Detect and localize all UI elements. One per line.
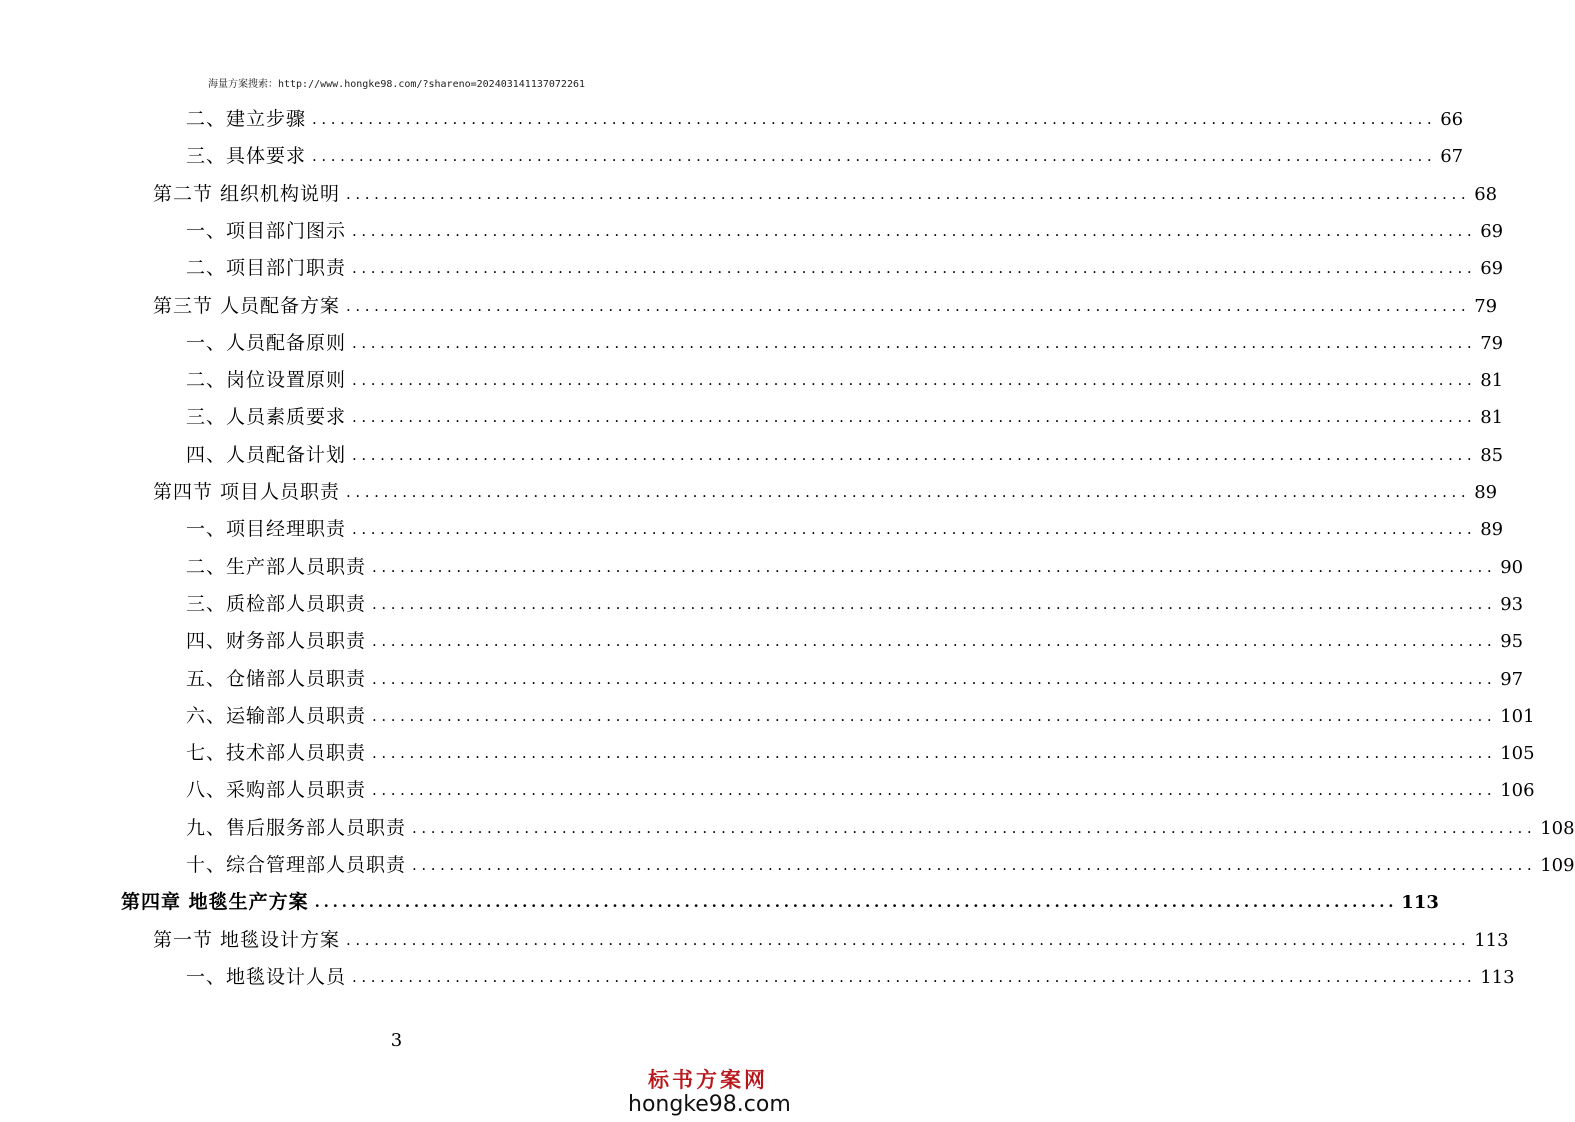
toc-entry-page: 67 [1440, 146, 1464, 168]
toc-dot-leader: ........................................................................................................................ [352, 445, 1477, 464]
toc-entry-page: 95 [1500, 631, 1524, 653]
toc-entry-title: 第一节 地毯设计方案 [153, 928, 341, 951]
toc-subsection[interactable] [186, 511, 1504, 548]
toc-entry-page: 113 [1480, 966, 1515, 988]
logo-en-text: hongke98.com [628, 1092, 791, 1117]
toc-subsection[interactable] [186, 250, 1504, 287]
toc-entry-title: 一、项目经理职责 [186, 518, 347, 541]
toc-subsection[interactable] [186, 959, 1515, 996]
toc-entry-page: 113 [1401, 892, 1439, 914]
toc-dot-leader: ........................................................................................................................ [352, 333, 1477, 352]
toc-entry-page: 113 [1474, 929, 1509, 951]
toc-entry-page: 85 [1480, 444, 1504, 466]
toc-subsection[interactable] [186, 698, 1535, 735]
toc-subsection[interactable] [186, 735, 1535, 772]
toc-entry-title: 七、技术部人员职责 [186, 742, 367, 765]
toc-entry-page: 89 [1480, 519, 1504, 541]
toc-chapter[interactable] [121, 884, 1439, 921]
toc-entry-page: 81 [1480, 370, 1504, 392]
toc-subsection[interactable] [186, 213, 1504, 250]
toc-entry-title: 二、生产部人员职责 [186, 555, 367, 578]
toc-subsection[interactable] [186, 772, 1535, 809]
toc-entry-title: 二、岗位设置原则 [186, 369, 347, 392]
toc-entry-title: 六、运输部人员职责 [186, 704, 367, 727]
toc-entry-title: 二、建立步骤 [186, 108, 307, 130]
toc-dot-leader: ........................................................................................................................ [372, 669, 1497, 688]
toc-dot-leader: ........................................................................................................................ [352, 967, 1477, 986]
toc-dot-leader: ........................................................................................................................ [372, 781, 1497, 800]
toc-dot-leader: ........................................................................................................................ [372, 744, 1497, 763]
toc-subsection[interactable] [186, 437, 1504, 474]
toc-subsection[interactable] [186, 101, 1464, 138]
toc-section[interactable] [153, 922, 1509, 959]
toc-subsection[interactable] [186, 325, 1504, 362]
toc-entry-title: 第二节 组织机构说明 [153, 182, 341, 205]
toc-dot-leader: ........................................................................................................................ [346, 930, 1471, 949]
toc-section[interactable] [153, 474, 1498, 511]
toc-dot-leader: ........................................................................................................................ [372, 706, 1497, 725]
toc-entry-title: 一、人员配备原则 [186, 331, 347, 354]
toc-entry-page: 69 [1480, 220, 1504, 242]
page-header: 海量方案搜索：http://www.hongke98.com/?shareno=202403141137072261 [207, 79, 586, 90]
toc-dot-leader: ........................................................................................................................ [412, 856, 1537, 874]
toc-entry-title: 二、项目部门职责 [186, 257, 347, 280]
toc-entry-page: 97 [1500, 668, 1524, 690]
toc-entry-title: 四、人员配备计划 [186, 443, 347, 466]
toc-entry-page: 68 [1474, 183, 1498, 205]
toc-dot-leader: ........................................................................................................................ [412, 818, 1537, 837]
toc-dot-leader: ........................................................................................................................ [352, 408, 1477, 427]
toc-entry-title: 第四章 地毯生产方案 [121, 891, 309, 914]
toc-subsection[interactable] [186, 362, 1504, 399]
toc-entry-title: 一、项目部门图示 [186, 219, 347, 242]
page-number: 3 [390, 1030, 403, 1051]
toc-subsection[interactable] [186, 138, 1464, 175]
toc-entry-page: 93 [1500, 593, 1524, 615]
toc-dot-leader: ........................................................................................................................ [352, 221, 1477, 240]
toc-entry-page: 79 [1480, 332, 1504, 354]
toc-entry-title: 十、综合管理部人员职责 [186, 854, 407, 876]
toc-dot-leader: ........................................................................................................................ [372, 632, 1497, 651]
toc-entry-page: 81 [1480, 407, 1504, 429]
logo-cn-text: 标书方案网 [648, 1067, 768, 1092]
toc-entry-page: 69 [1480, 258, 1504, 280]
toc-entry-page: 90 [1500, 556, 1524, 578]
toc-subsection[interactable] [186, 549, 1524, 586]
toc-section[interactable] [153, 176, 1498, 213]
toc-entry-page: 66 [1440, 109, 1464, 130]
toc-entry-page: 79 [1474, 295, 1498, 317]
toc-dot-leader: ........................................................................................................................ [314, 893, 1398, 912]
toc-entry-title: 三、人员素质要求 [186, 406, 347, 429]
toc-entry-title: 第四节 项目人员职责 [153, 481, 341, 503]
toc-dot-leader: ........................................................................................................................ [372, 594, 1497, 613]
toc-entry-page: 89 [1474, 482, 1498, 503]
toc-entry-title: 三、质检部人员职责 [186, 592, 367, 615]
toc-dot-leader: ........................................................................................................................ [352, 520, 1477, 539]
toc-entry-page: 108 [1540, 817, 1575, 839]
toc-subsection[interactable] [186, 586, 1524, 623]
toc-entry-title: 九、售后服务部人员职责 [186, 816, 407, 839]
toc-section[interactable] [153, 288, 1498, 325]
toc-subsection[interactable] [186, 399, 1504, 436]
toc-entry-title: 八、采购部人员职责 [186, 779, 367, 802]
toc-entry-page: 106 [1500, 780, 1535, 802]
toc-dot-leader: ........................................................................................................................ [346, 184, 1471, 203]
toc-dot-leader: ........................................................................................................................ [346, 483, 1471, 501]
watermark-logo [628, 1067, 791, 1118]
toc-subsection[interactable] [186, 810, 1575, 847]
toc-entry-title: 三、具体要求 [186, 145, 307, 168]
toc-entry-page: 109 [1540, 855, 1575, 876]
toc-dot-leader: ........................................................................................................................ [312, 147, 1437, 166]
toc-entry-title: 第三节 人员配备方案 [153, 294, 341, 317]
toc-entry-title: 四、财务部人员职责 [186, 630, 367, 653]
toc-dot-leader: ........................................................................................................................ [346, 296, 1471, 315]
toc-entry-page: 105 [1500, 743, 1535, 765]
toc-dot-leader: ........................................................................................................................ [372, 557, 1497, 576]
toc-dot-leader: ........................................................................................................................ [352, 371, 1477, 390]
toc-entry-title: 五、仓储部人员职责 [186, 667, 367, 690]
toc-subsection[interactable] [186, 623, 1524, 660]
toc-subsection[interactable] [186, 661, 1524, 698]
toc-entry-page: 101 [1500, 705, 1535, 727]
toc-entry-title: 一、地毯设计人员 [186, 965, 347, 988]
toc-dot-leader: ........................................................................................................................ [312, 110, 1437, 128]
toc-dot-leader: ........................................................................................................................ [352, 259, 1477, 278]
toc-subsection[interactable] [186, 847, 1575, 884]
